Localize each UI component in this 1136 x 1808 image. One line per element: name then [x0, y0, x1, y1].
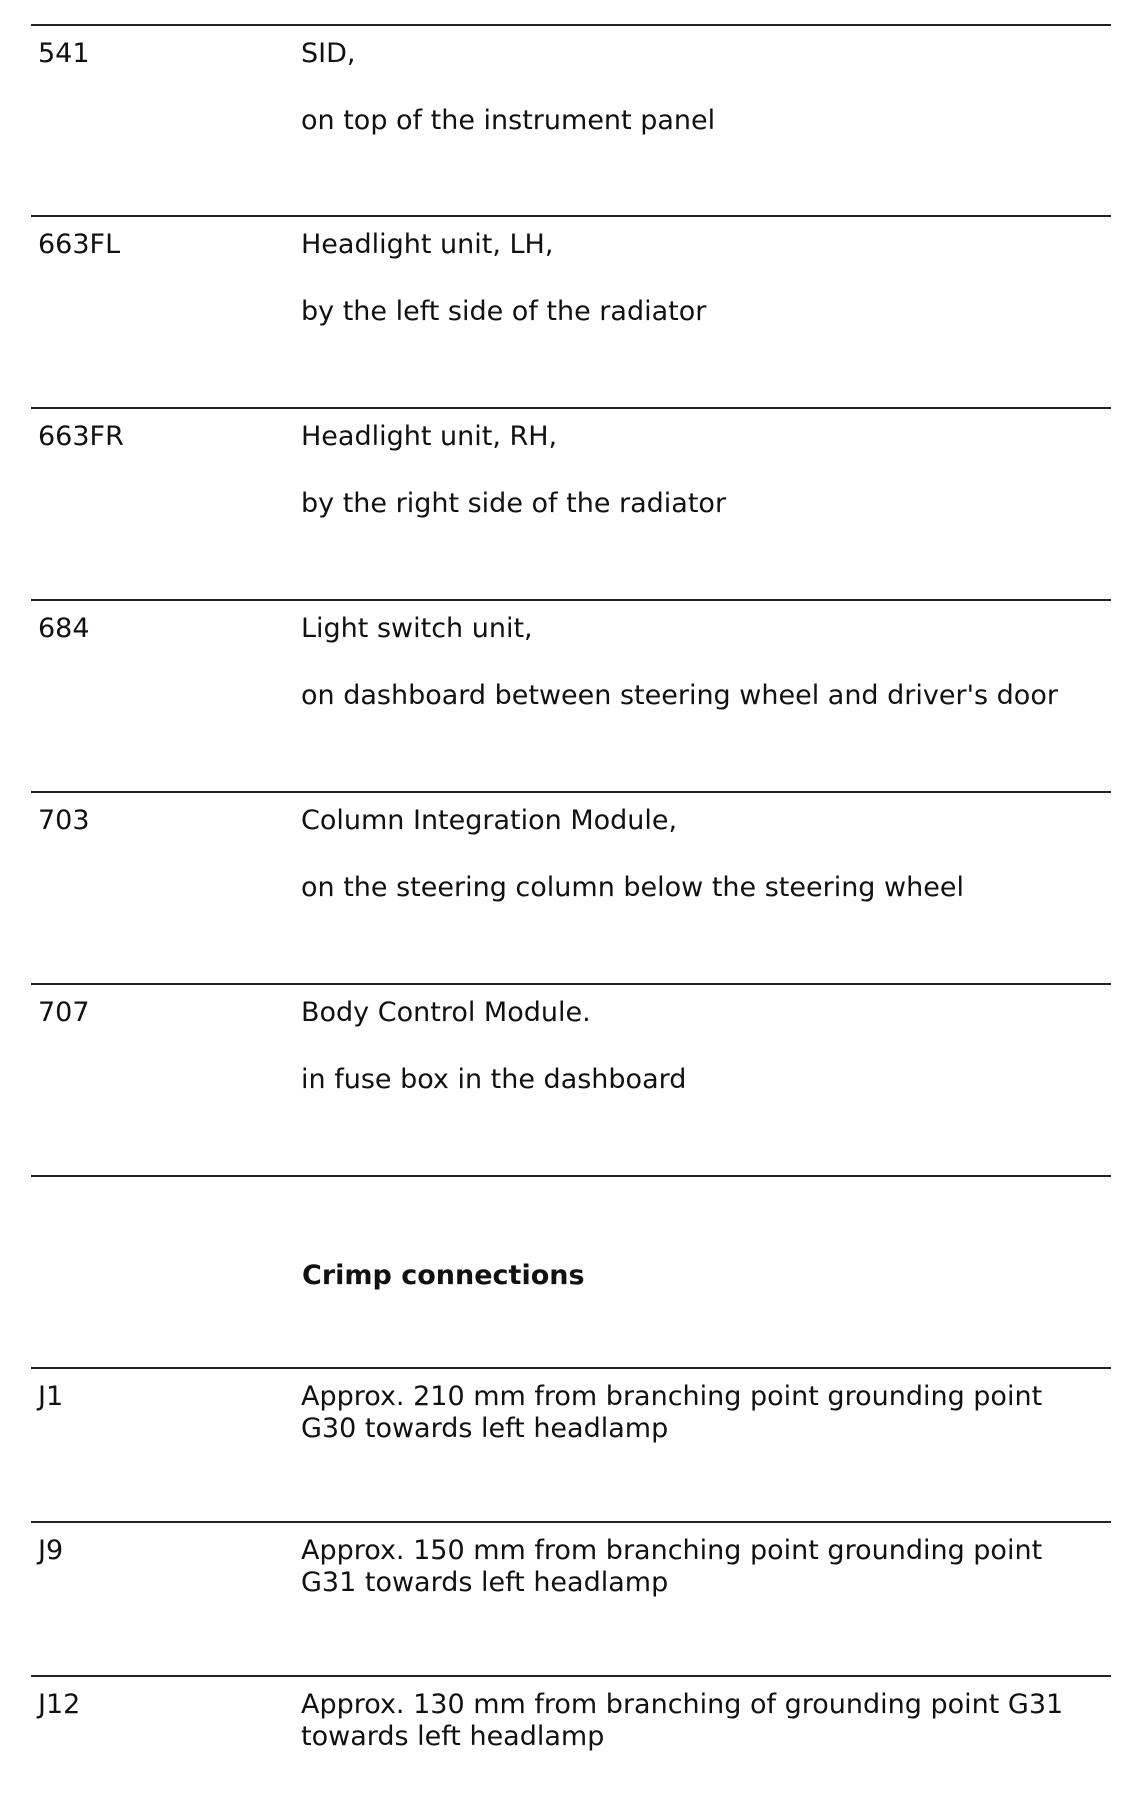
row-divider [31, 215, 1111, 217]
component-location: by the left side of the radiator [301, 296, 707, 327]
component-title: Body Control Module. [301, 997, 591, 1028]
component-location: by the right side of the radiator [301, 488, 727, 519]
component-code: 541 [38, 38, 90, 69]
component-title: Headlight unit, LH, [301, 229, 554, 260]
component-location: on top of the instrument panel [301, 105, 716, 136]
component-code: 684 [38, 613, 90, 644]
component-code: 707 [38, 997, 90, 1028]
section-divider [31, 1175, 1111, 1177]
row-divider [31, 599, 1111, 601]
row-divider [31, 983, 1111, 985]
component-location: in fuse box in the dashboard [301, 1064, 687, 1095]
component-location: on dashboard between steering wheel and driver's door [301, 680, 1058, 711]
component-title: Column Integration Module, [301, 805, 678, 836]
row-divider [31, 1675, 1111, 1677]
row-divider [31, 1521, 1111, 1523]
crimp-code: J9 [38, 1535, 64, 1566]
row-divider [31, 791, 1111, 793]
component-code: 663FR [38, 421, 124, 452]
section-heading: Crimp connections [302, 1260, 585, 1291]
component-code: 663FL [38, 229, 121, 260]
crimp-description: Approx. 150 mm from branching point grounding point G31 towards left headlamp [301, 1535, 1043, 1598]
crimp-code: J12 [38, 1689, 81, 1720]
component-title: Light switch unit, [301, 613, 533, 644]
row-divider [31, 24, 1111, 26]
crimp-description: Approx. 210 mm from branching point grounding point G30 towards left headlamp [301, 1381, 1043, 1444]
row-divider [31, 407, 1111, 409]
component-title: Headlight unit, RH, [301, 421, 558, 452]
component-location: on the steering column below the steering wheel [301, 872, 964, 903]
component-code: 703 [38, 805, 90, 836]
crimp-description: Approx. 130 mm from branching of grounding point G31 towards left headlamp [301, 1689, 1064, 1752]
crimp-code: J1 [38, 1381, 64, 1412]
row-divider [31, 1367, 1111, 1369]
component-title: SID, [301, 38, 356, 69]
